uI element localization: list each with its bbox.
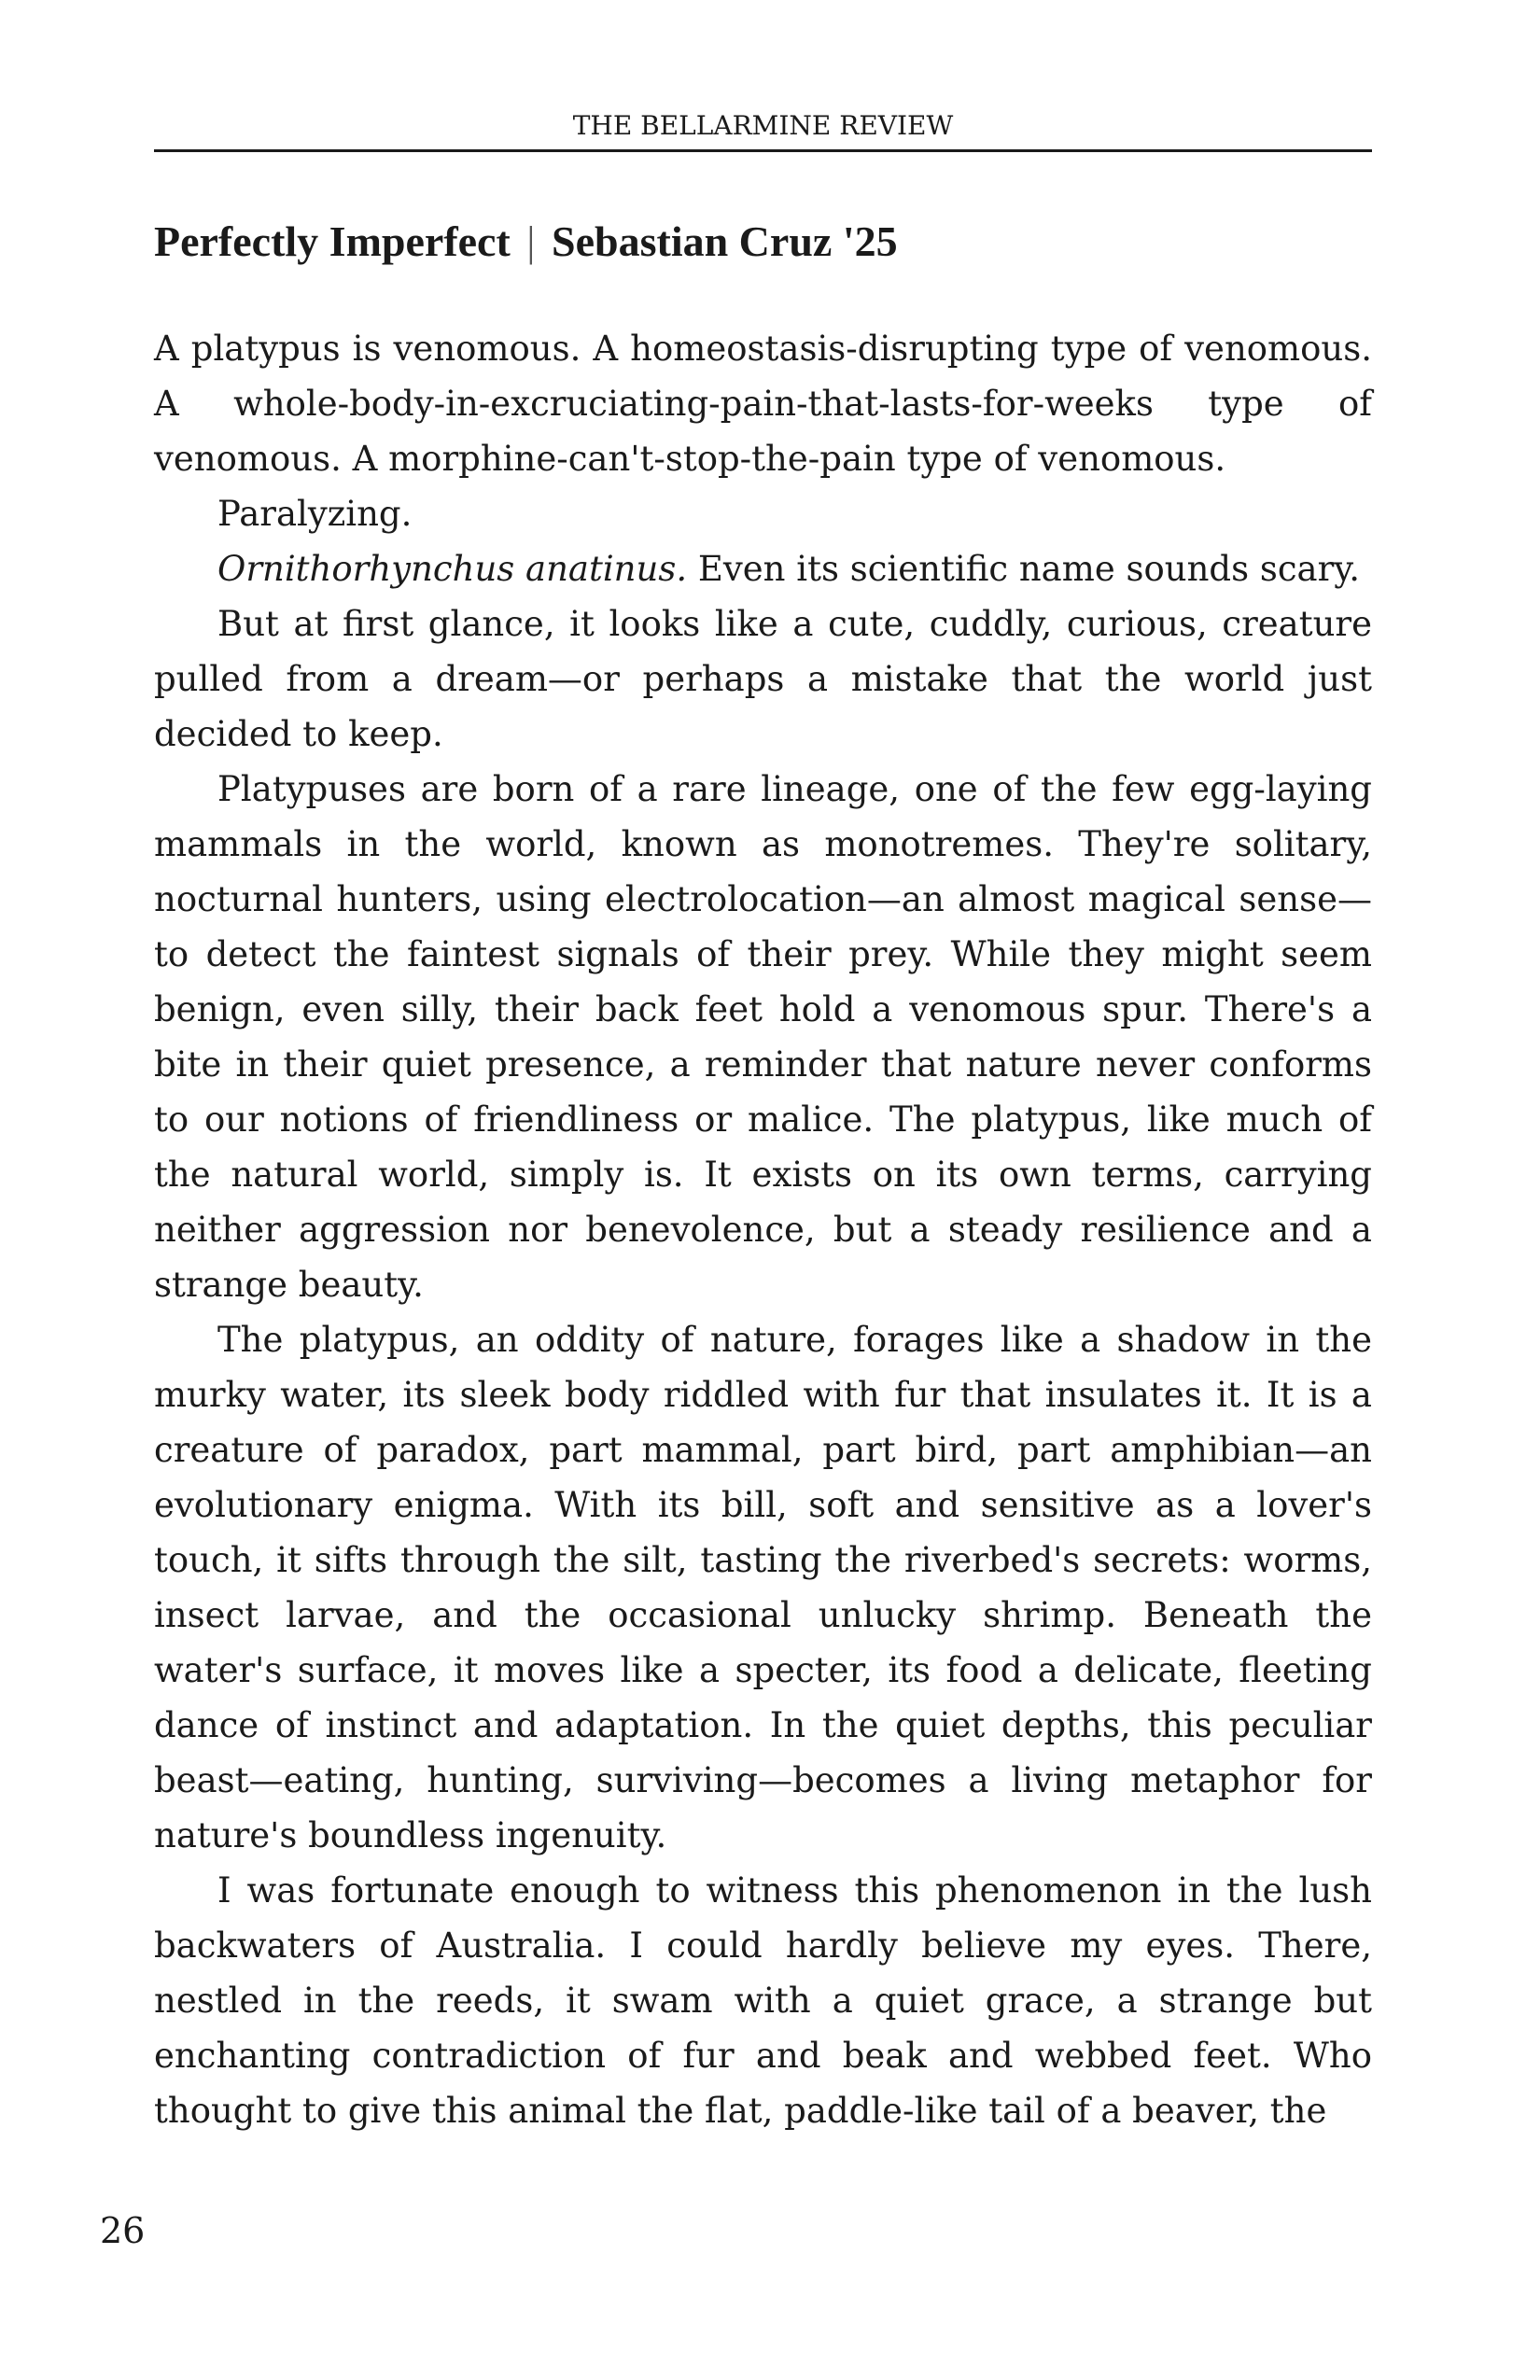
article-title: [154, 217, 898, 266]
paragraph-6: The platypus, an oddity of nature, forages like a shadow in the murky water, its sleek body riddled with fur that insulates it. It is a creature of paradox, part mammal, part bird, part amphibian—an evolutionary enigma. With its bill, soft and sensitive as a lover's touch, it sifts through the silt, tasting the riverbed's secrets: worms, insect larvae, and the occasional unlucky shrimp. Beneath the water's surface, it moves like a specter, its food a delicate, fleeting dance of instinct and adaptation. In the quiet depths, this peculiar beast—eating, hunting, surviving—becomes a living metaphor for nature's boundless ingenuity.: [154, 1320, 1372, 1855]
article-body: [154, 321, 1372, 2138]
paragraph-7: I was fortunate enough to witness this phenomenon in the lush backwaters of Australia. I could hardly believe my eyes. There, nestled in the reeds, it swam with a quiet grace, a strange but enchanting contradiction of fur and beak and webbed feet. Who thought to give this animal the flat, paddle-like tail of a beaver, the: [154, 1870, 1372, 2131]
paragraph-2: Paralyzing.: [217, 494, 413, 534]
paragraph-3-text: Even its scientific name sounds scary.: [687, 549, 1361, 589]
paragraph-3: [154, 541, 1372, 596]
author-byline: Sebastian Cruz '25: [552, 217, 898, 265]
title-text: Perfectly Imperfect: [154, 217, 511, 265]
header-rule: [154, 149, 1372, 152]
running-head: THE BELLARMINE REVIEW: [572, 110, 954, 141]
paragraph-5: Platypuses are born of a rare lineage, one of the few egg-laying mammals in the world, known as monotremes. They're solitary, nocturnal hunters, using electrolocation—an almost magical sense—to detect the faintest signals of their prey. While they might seem benign, even silly, their back feet hold a venomous spur. There's a bite in their quiet presence, a reminder that nature never conforms to our notions of friendliness or malice. The platypus, like much of the natural world, simply is. It exists on its own terms, carrying neither aggression nor benevolence, but a steady resilience and a strange beauty.: [154, 769, 1372, 1305]
title-separator: |: [526, 217, 536, 265]
page-number: 26: [100, 2210, 146, 2251]
paragraph-1: A platypus is venomous. A homeostasis-disrupting type of venomous. A whole-body-in-excruciating-pain-that-lasts-for-weeks type of venomous. A morphine-can't-stop-the-pain type of venomous.: [154, 329, 1372, 479]
paragraph-4: But at first glance, it looks like a cute, cuddly, curious, creature pulled from a dream—or perhaps a mistake that the world just decided to keep.: [154, 604, 1372, 754]
scientific-name: Ornithorhynchus anatinus.: [217, 549, 688, 589]
